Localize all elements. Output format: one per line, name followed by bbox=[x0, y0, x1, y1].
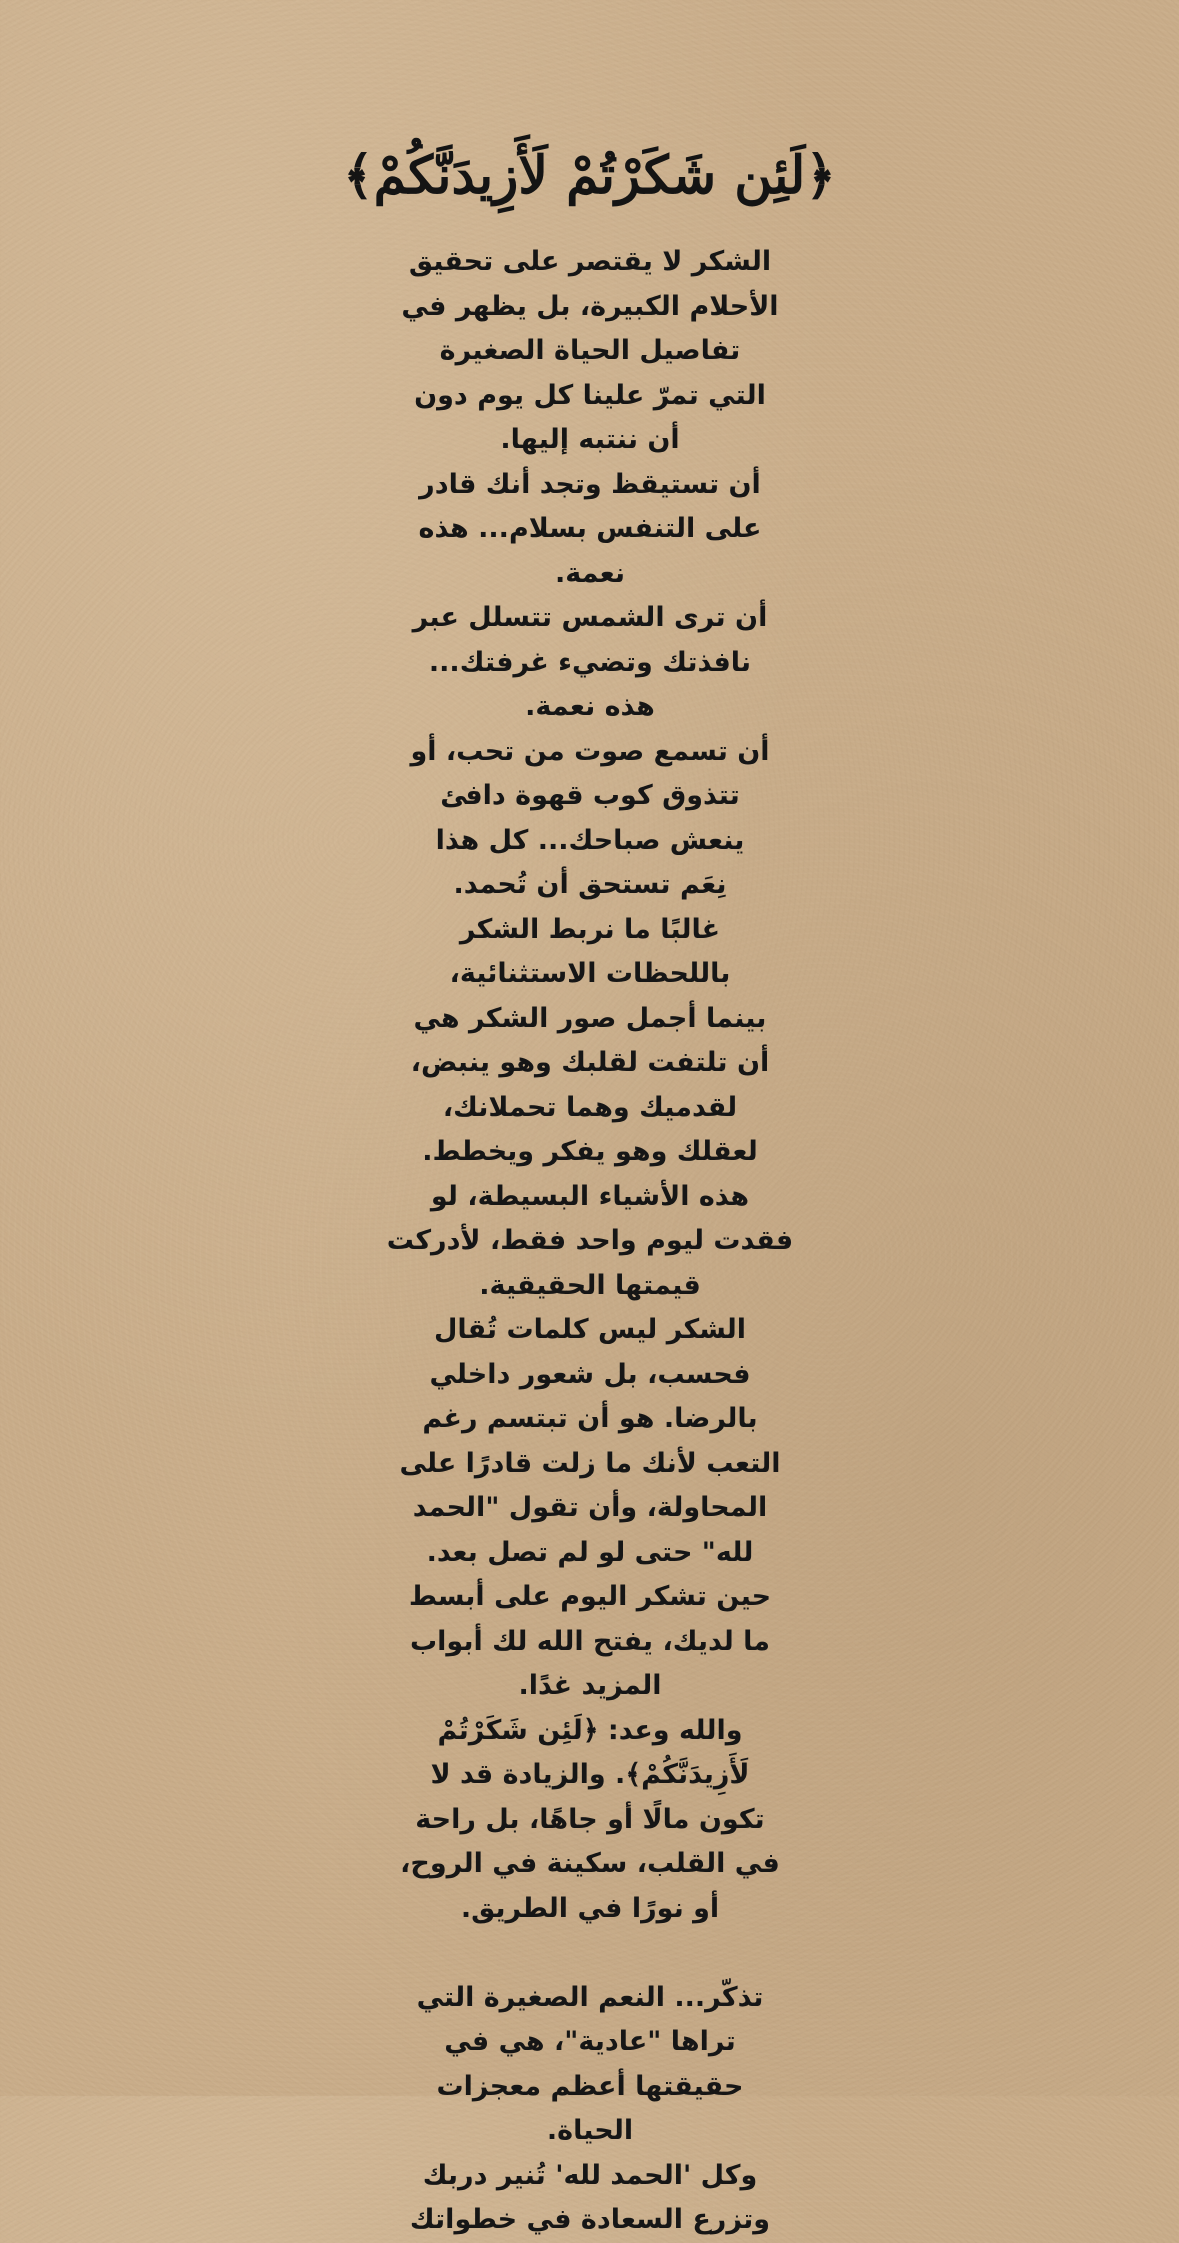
poem-line: على التنفس بسلام... هذه bbox=[418, 513, 762, 544]
poem-line: أن تسمع صوت من تحب، أو bbox=[410, 735, 770, 767]
poem-line: أن تلتفت لقلبك وهو ينبض، bbox=[410, 1047, 770, 1078]
poem-line: ينعش صباحك... كل هذا bbox=[435, 824, 745, 856]
poem-line: بالرضا. هو أن تبتسم رغم bbox=[422, 1403, 758, 1434]
poem-line: في القلب، سكينة في الروح، bbox=[400, 1848, 780, 1879]
poem-line: أن ننتبه إليها. bbox=[500, 424, 680, 455]
poem-line: التعب لأنك ما زلت قادرًا على bbox=[399, 1447, 781, 1479]
blank-line bbox=[370, 1931, 810, 1976]
poem-line: لله" حتى لو لم تصل بعد. bbox=[426, 1536, 754, 1568]
poem-line: حين تشكر اليوم على أبسط bbox=[408, 1581, 772, 1612]
poem-line: ما لديك، يفتح الله لك أبواب bbox=[410, 1625, 770, 1657]
poem-line: أن ترى الشمس تتسلل عبر bbox=[412, 602, 768, 633]
poem-line: أن تستيقظ وتجد أنك قادر bbox=[419, 468, 761, 500]
poem-line: غالبًا ما نربط الشكر bbox=[459, 913, 721, 945]
poem-line: تراها "عادية"، هي في bbox=[444, 2026, 736, 2057]
poem-line: تتذوق كوب قهوة دافئ bbox=[440, 780, 740, 811]
poem-line: لقدميك وهما تحملانك، bbox=[442, 1091, 738, 1123]
poem-body bbox=[370, 240, 810, 2243]
poem-line: فحسب، بل شعور داخلي bbox=[429, 1358, 751, 1390]
poem-line: وكل 'الحمد لله' تُنير دربك bbox=[422, 2159, 758, 2191]
poem-line: المحاولة، وأن تقول "الحمد bbox=[412, 1492, 768, 1523]
poem-line: لَأَزِيدَنَّكُمْ﴾. والزيادة قد لا bbox=[430, 1759, 750, 1790]
poem-line: نافذتك وتضيء غرفتك... bbox=[428, 646, 752, 678]
poem-line: بينما أجمل صور الشكر هي bbox=[413, 1002, 767, 1034]
poem-line: المزيد غدًا. bbox=[518, 1670, 662, 1701]
poem-line: فقدت ليوم واحد فقط، لأدركت bbox=[386, 1225, 794, 1256]
poem-line: تفاصيل الحياة الصغيرة bbox=[439, 335, 741, 366]
poem-line: والله وعد: ﴿لَئِن شَكَرْتُمْ bbox=[437, 1714, 743, 1746]
poem-line: الشكر لا يقتصر على تحقيق bbox=[408, 246, 772, 277]
poem-line: هذه الأشياء البسيطة، لو bbox=[430, 1180, 750, 1212]
poem-line: الحياة. bbox=[546, 2115, 634, 2146]
poem-line: تكون مالًا أو جاهًا، بل راحة bbox=[415, 1803, 765, 1835]
poem-line: حقيقتها أعظم معجزات bbox=[436, 2070, 744, 2102]
poem-line: لعقلك وهو يفكر ويخطط. bbox=[422, 1136, 758, 1167]
poem-line: الشكر ليس كلمات تُقال bbox=[433, 1314, 747, 1345]
poem-line: نعمة. bbox=[554, 557, 626, 589]
poem-line: هذه نعمة. bbox=[525, 691, 655, 722]
page-title: ﴿لَئِن شَكَرْتُمْ لَأَزِيدَنَّكُمْ﴾ bbox=[343, 145, 836, 206]
poem-line: باللحظات الاستثنائية، bbox=[449, 958, 731, 989]
poem-line: وتزرع السعادة في خطواتك bbox=[409, 2204, 771, 2235]
poem-line: تذكّر... النعم الصغيرة التي bbox=[416, 1981, 764, 2013]
poem-line: التي تمرّ علينا كل يوم دون bbox=[414, 379, 766, 411]
poem-line: أو نورًا في الطريق. bbox=[460, 1892, 720, 1924]
poem-line: قيمتها الحقيقية. bbox=[479, 1269, 701, 1301]
poem-line: الأحلام الكبيرة، بل يظهر في bbox=[401, 290, 779, 322]
poem-line: نِعَم تستحق أن تُحمد. bbox=[453, 869, 727, 900]
